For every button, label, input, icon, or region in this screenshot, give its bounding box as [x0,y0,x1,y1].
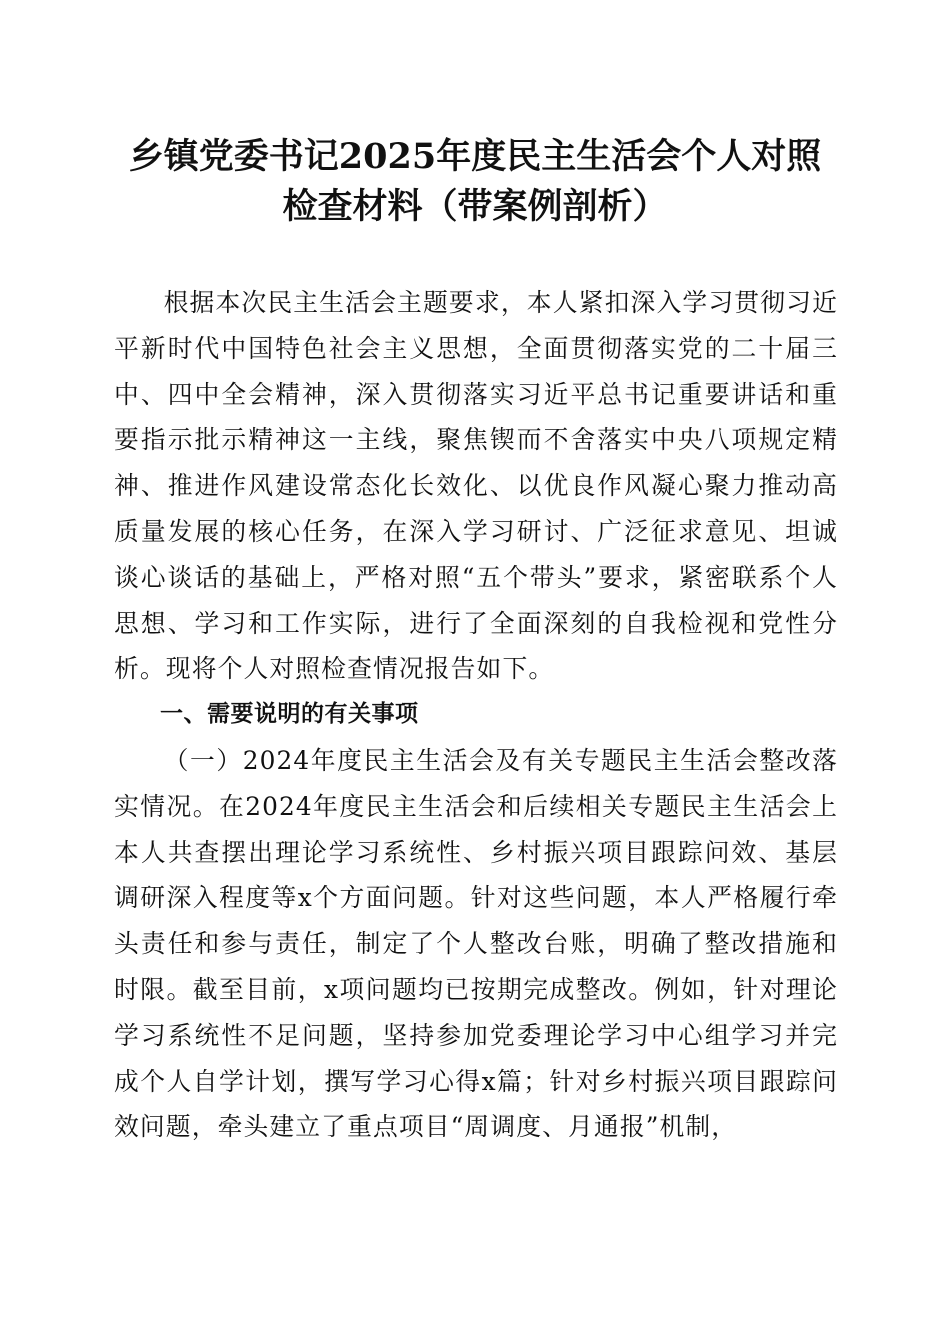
document-title [90,132,860,232]
document-title-line-2: 检查材料（带案例剖析） [282,186,668,227]
intro-paragraph: 根据本次民主生活会主题要求，本人紧扣深入学习贯彻习近平新时代中国特色社会主义思想，全面贯彻落实党的二十届三中、四中全会精神，深入贯彻落实习近平总书记重要讲话和重要指示批示精神这一主线，聚焦锲而不舍落实中央八项规定精神、推进作风建设常态化长效化、以优良作风凝心聚力推动高质量发展的核心任务，在深入学习研讨、广泛征求意见、坦诚谈心谈话的基础上，严格对照“五个带头”要求，紧密联系个人思想、学习和工作实际，进行了全面深刻的自我检视和党性分析。现将个人对照检查情况报告如下。 [114,288,838,684]
document-title-line-1: 乡镇党委书记2025年度民主生活会个人对照 [128,136,822,177]
section-paragraph: （一）2024年度民主生活会及有关专题民主生活会整改落实情况。在2024年度民主生活会和后续相关专题民主生活会上本人共查摆出理论学习系统性、乡村振兴项目跟踪问效、基层调研深入程度等x个方面问题。针对这些问题，本人严格履行牵头责任和参与责任，制定了个人整改台账，明确了整改措施和时限。截至目前，x项问题均已按期完成整改。例如，针对理论学习系统性不足问题，坚持参加党委理论学习中心组学习并完成个人自学计划，撰写学习心得x篇；针对乡村振兴项目跟踪问效问题，牵头建立了重点项目“周调度、月通报”机制， [114,745,838,1142]
document-body [114,280,838,1150]
section-heading: 一、需要说明的有关事项 [160,701,419,728]
